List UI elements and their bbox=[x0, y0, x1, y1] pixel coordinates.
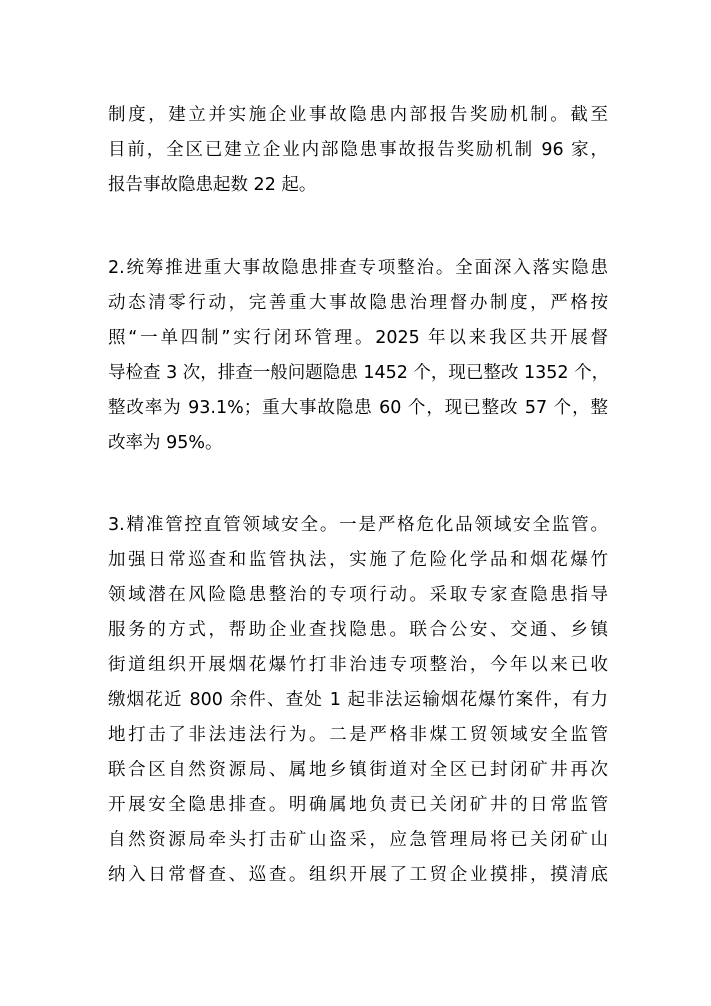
text-line: 街道组织开展烟花爆竹打非治违专项整治，今年以来已收 bbox=[108, 655, 608, 675]
text-line: 照“一单四制”实行闭环管理。2025 年以来我区共开展督 bbox=[108, 328, 608, 348]
text-line: 开展安全隐患排查。明确属地负责已关闭矿井的日常监管 bbox=[108, 795, 608, 815]
text-line: 服务的方式，帮助企业查找隐患。联合公安、交通、乡镇 bbox=[108, 620, 608, 640]
text-line: 缴烟花近 800 余件、查处 1 起非法运输烟花爆竹案件，有力 bbox=[108, 690, 608, 710]
text-line: 整改率为 93.1%；重大事故隐患 60 个，现已整改 57 个，整 bbox=[108, 398, 608, 418]
text-line: 领域潜在风险隐患整治的专项行动。采取专家查隐患指导 bbox=[108, 585, 608, 605]
text-line: 地打击了非法违法行为。二是严格非煤工贸领域安全监管 bbox=[108, 725, 608, 745]
text-line: 报告事故隐患起数 22 起。 bbox=[108, 175, 317, 195]
text-line: 纳入日常督查、巡查。组织开展了工贸企业摸排，摸清底 bbox=[108, 865, 608, 885]
text-line: 加强日常巡查和监管执法，实施了危险化学品和烟花爆竹 bbox=[108, 550, 608, 570]
text-line: 改率为 95%。 bbox=[108, 433, 223, 453]
paragraph-direct-supervision-safety bbox=[108, 508, 608, 893]
text-line: 动态清零行动，完善重大事故隐患治理督办制度，严格按 bbox=[108, 293, 608, 313]
text-line: 导检查 3 次，排查一般问题隐患 1452 个，现已整改 1352 个， bbox=[108, 363, 610, 383]
text-line: 联合区自然资源局、属地乡镇街道对全区已封闭矿井再次 bbox=[108, 760, 608, 780]
text-line: 制度，建立并实施企业事故隐患内部报告奖励机制。截至 bbox=[108, 105, 608, 125]
text-line: 2.统筹推进重大事故隐患排查专项整治。全面深入落实隐患 bbox=[108, 258, 608, 278]
text-line: 目前，全区已建立企业内部隐患事故报告奖励机制 96 家， bbox=[108, 140, 608, 160]
text-line: 自然资源局牵头打击矿山盗采，应急管理局将已关闭矿山 bbox=[108, 830, 608, 850]
paragraph-reporting-mechanism bbox=[108, 98, 608, 203]
text-line: 3.精准管控直管领域安全。一是严格危化品领域安全监管。 bbox=[108, 515, 608, 535]
paragraph-major-hazard-rectification bbox=[108, 251, 608, 461]
